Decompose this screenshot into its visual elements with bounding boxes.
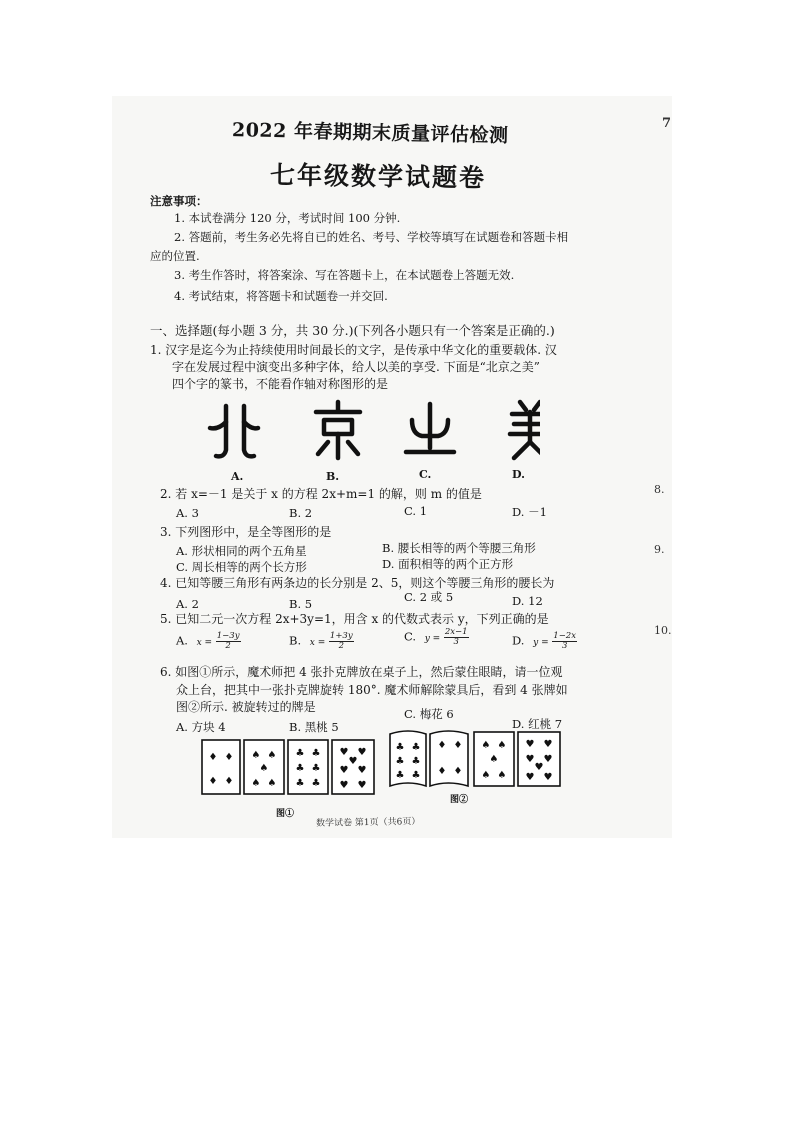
notice-heading: 注意事项： xyxy=(150,194,208,208)
q6-line-2: 众上台，把其中一张扑克牌旋转 180°. 魔术师解除蒙具后，看到 4 张牌如 xyxy=(176,683,568,697)
q5-option-d-fraction xyxy=(552,632,577,651)
svg-text:♦: ♦ xyxy=(224,752,234,763)
svg-text:♥: ♥ xyxy=(543,754,553,765)
q5-a-numerator: 1−3y xyxy=(216,631,240,641)
q5-option-d-lhs: y = xyxy=(533,637,549,648)
card-heart-7 xyxy=(332,740,374,794)
notice-item-2-cont: 应的位置. xyxy=(150,249,200,263)
q4-option-b: B. 5 xyxy=(289,597,313,611)
svg-text:♣: ♣ xyxy=(395,770,405,781)
q5-option-b-fraction xyxy=(329,632,354,651)
svg-text:♠: ♠ xyxy=(251,778,261,789)
svg-text:♣: ♣ xyxy=(395,756,405,767)
svg-text:♠: ♠ xyxy=(481,770,491,781)
figure-1-caption: 图① xyxy=(276,809,295,819)
q2-stem: 2. 若 x=－1 是关于 x 的方程 2x+m=1 的解，则 m 的值是 xyxy=(160,487,482,501)
q1-label-b: B. xyxy=(326,470,340,483)
q1-label-d: D. xyxy=(512,468,525,481)
q6-line-3: 图②所示. 被旋转过的牌是 xyxy=(176,700,316,714)
notice-item-4: 4. 考试结束，将答题卡和试题卷一并交回. xyxy=(174,289,388,303)
q5-option-b-lhs: x = xyxy=(309,637,326,648)
svg-text:♦: ♦ xyxy=(437,766,447,777)
svg-text:♦: ♦ xyxy=(208,776,218,787)
q4-option-d: D. 12 xyxy=(512,594,543,608)
svg-text:♣: ♣ xyxy=(411,756,421,767)
q5-c-numerator: 2x−1 xyxy=(444,627,468,637)
q5-option-a-fraction xyxy=(216,632,241,651)
seal-char-bei xyxy=(210,406,258,456)
seal-char-jing xyxy=(316,402,360,458)
q5-a-denominator: 2 xyxy=(225,641,231,651)
svg-text:♠: ♠ xyxy=(489,754,499,765)
figure-2-caption: 图② xyxy=(450,795,469,805)
q4-stem: 4. 已知等腰三角形有两条边的长分别是 2、5，则这个等腰三角形的腰长为 xyxy=(160,576,555,590)
svg-text:♣: ♣ xyxy=(295,778,305,789)
svg-text:♣: ♣ xyxy=(311,778,321,789)
svg-text:♥: ♥ xyxy=(357,765,367,776)
svg-text:♦: ♦ xyxy=(224,776,234,787)
q5-c-denominator: 3 xyxy=(453,637,459,647)
svg-text:♦: ♦ xyxy=(208,752,218,763)
right-edge-q8: 8. xyxy=(654,483,665,496)
q2-option-d: D. －1 xyxy=(512,505,547,519)
svg-text:♥: ♥ xyxy=(348,756,358,767)
svg-text:♣: ♣ xyxy=(395,742,405,753)
svg-text:♦: ♦ xyxy=(437,740,447,751)
svg-text:♥: ♥ xyxy=(525,754,535,765)
seal-script-figures xyxy=(200,398,540,464)
svg-text:♣: ♣ xyxy=(311,748,321,759)
svg-text:♣: ♣ xyxy=(411,742,421,753)
q1-line-3: 四个字的篆书，不能看作轴对称图形的是 xyxy=(172,377,389,391)
q5-option-a xyxy=(176,632,241,651)
q5-b-denominator: 2 xyxy=(338,641,344,651)
right-edge-q9: 9. xyxy=(654,543,665,556)
svg-text:♥: ♥ xyxy=(525,772,535,783)
q3-option-b: B. 腰长相等的两个等腰三角形 xyxy=(382,541,536,555)
cards-figure-1 xyxy=(200,738,380,798)
svg-text:♥: ♥ xyxy=(534,762,544,773)
q5-option-c-fraction xyxy=(444,628,469,647)
svg-text:♣: ♣ xyxy=(411,770,421,781)
q6-line-1: 6. 如图①所示，魔术师把 4 张扑克牌放在桌子上，然后蒙住眼睛，请一位观 xyxy=(160,665,563,679)
svg-text:♠: ♠ xyxy=(267,778,277,789)
svg-text:♠: ♠ xyxy=(259,763,269,774)
svg-text:♥: ♥ xyxy=(357,747,367,758)
exam-subtitle: 七年级数学试题卷 xyxy=(269,160,487,193)
cards-figure-2 xyxy=(388,728,566,790)
svg-text:♥: ♥ xyxy=(339,780,349,791)
q5-option-c-letter: C. xyxy=(404,629,417,644)
svg-text:♦: ♦ xyxy=(453,766,463,777)
svg-text:♥: ♥ xyxy=(525,739,535,750)
q1-line-1: 1. 汉字是迄今为止持续使用时间最长的文字，是传承中华文化的重要载体. 汉 xyxy=(150,343,557,357)
q5-option-a-letter: A. xyxy=(176,633,188,648)
svg-text:♥: ♥ xyxy=(543,772,553,783)
svg-text:♣: ♣ xyxy=(295,763,305,774)
svg-text:♣: ♣ xyxy=(295,748,305,759)
svg-text:♠: ♠ xyxy=(497,770,507,781)
q6-option-c: C. 梅花 6 xyxy=(404,707,454,721)
q3-option-c: C. 周长相等的两个长方形 xyxy=(176,560,307,574)
notice-item-2: 2. 答题前，考生务必先将自已的姓名、考号、学校等填写在试题卷和答题卡相 xyxy=(174,230,569,244)
q4-option-a: A. 2 xyxy=(176,597,199,611)
card-2-fourth xyxy=(518,732,560,786)
svg-text:♥: ♥ xyxy=(339,765,349,776)
q5-option-d-letter: D. xyxy=(512,633,525,648)
q6-option-b: B. 黑桃 5 xyxy=(289,720,339,734)
notice-item-3: 3. 考生作答时，将答案涂、写在答题卡上，在本试题卷上答题无效. xyxy=(174,268,515,282)
q5-option-b xyxy=(289,632,354,651)
svg-text:♠: ♠ xyxy=(481,740,491,751)
q5-option-c-lhs: y = xyxy=(424,633,441,644)
q3-option-d: D. 面积相等的两个正方形 xyxy=(382,557,514,571)
q5-b-numerator: 1+3y xyxy=(329,631,353,641)
q5-d-denominator: 3 xyxy=(561,641,568,651)
notice-item-1: 1. 本试卷满分 120 分，考试时间 100 分钟. xyxy=(174,211,401,225)
q5-option-d xyxy=(512,632,577,651)
card-club-6 xyxy=(288,740,328,794)
right-edge-q10: 10. xyxy=(654,624,672,637)
svg-text:♥: ♥ xyxy=(543,739,553,750)
q1-label-a: A. xyxy=(231,470,244,483)
section-heading: 一、选择题(每小题 3 分，共 30 分.)(下列各小题只有一个答案是正确的.) xyxy=(150,323,555,338)
q5-option-c xyxy=(404,628,469,647)
svg-text:♦: ♦ xyxy=(453,740,463,751)
q2-option-a: A. 3 xyxy=(176,506,199,520)
q2-option-b: B. 2 xyxy=(289,506,313,520)
q5-option-b-letter: B. xyxy=(289,633,302,648)
svg-text:♥: ♥ xyxy=(339,747,349,758)
q5-option-a-lhs: x = xyxy=(196,637,213,648)
svg-text:♠: ♠ xyxy=(267,750,277,761)
q6-option-a: A. 方块 4 xyxy=(176,720,226,734)
svg-text:♠: ♠ xyxy=(497,740,507,751)
q5-stem: 5. 已知二元一次方程 2x+3y=1，用含 x 的代数式表示 y，下列正确的是 xyxy=(160,612,549,626)
q1-label-c: C. xyxy=(419,468,432,481)
q3-option-a: A. 形状相同的两个五角星 xyxy=(176,544,307,558)
seal-char-mei xyxy=(510,402,540,458)
svg-text:♣: ♣ xyxy=(311,763,321,774)
q1-line-2: 字在发展过程中演变出多种字体，给人以美的享受. 下面是“北京之美” xyxy=(172,360,540,374)
q3-stem: 3. 下列图形中，是全等图形的是 xyxy=(160,525,332,539)
q4-option-c: C. 2 或 5 xyxy=(404,590,454,604)
svg-text:♠: ♠ xyxy=(251,750,261,761)
seal-char-zhi xyxy=(406,404,454,452)
page-corner-number: 7 xyxy=(662,116,672,131)
q6-option-d: D. 红桃 7 xyxy=(512,717,563,731)
svg-text:♥: ♥ xyxy=(357,780,367,791)
page-footer: 数学试卷 第1页（共6页） xyxy=(315,817,421,829)
exam-title: 2022 年春期期末质量评估检测 xyxy=(231,119,509,147)
q5-d-numerator: 1−2x xyxy=(553,631,577,641)
q2-option-c: C. 1 xyxy=(404,504,428,518)
